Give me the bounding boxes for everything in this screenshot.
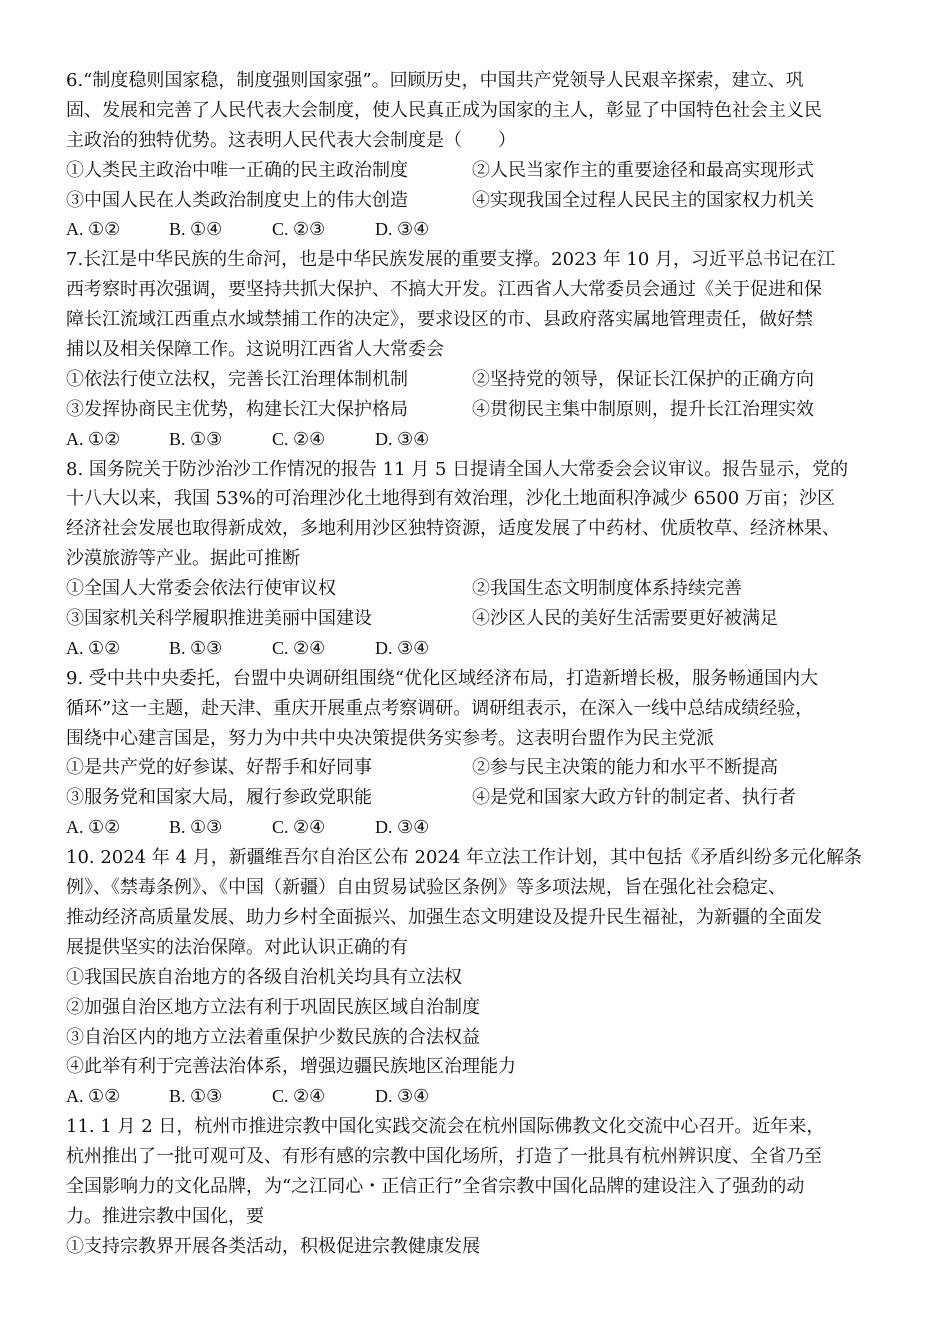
answer-c: C. ②③ — [272, 219, 326, 240]
question-text-line: 杭州推出了一批可观可及、有形有感的宗教中国化场所，打造了一批具有杭州辨识度、全省乃至 — [66, 1146, 822, 1168]
question-6 — [66, 66, 896, 245]
question-text-line: 6.“制度稳则国家稳，制度强则国家强”。回顾历史，中国共产党领导人民艰辛探索，建立、巩 — [66, 70, 804, 91]
answer-c: C. ②④ — [272, 817, 326, 838]
option: ②参与民主决策的能力和水平不断提高 — [472, 757, 778, 779]
question-10 — [66, 843, 896, 1112]
option-row — [66, 753, 896, 783]
option: ②坚持党的领导，保证长江保护的正确方向 — [472, 368, 814, 390]
question-text-line: 捕以及相关保障工作。这说明江西省人大常委会 — [66, 339, 444, 361]
answer-a: A. ①② — [66, 1086, 121, 1107]
question-text-line: 7.长江是中华民族的生命河，也是中华民族发展的重要支撑。2023 年 10 月，习近平总书记在江 — [66, 249, 836, 271]
answer-c: C. ②④ — [272, 637, 326, 658]
option: ①支持宗教界开展各类活动，积极促进宗教健康发展 — [66, 1235, 480, 1257]
option: ②我国生态文明制度体系持续完善 — [472, 578, 742, 600]
question-text-line: 11. 1 月 2 日，杭州市推进宗教中国化实践交流会在杭州国际佛教文化交流中心召开。近年来， — [66, 1116, 825, 1138]
option: ①依法行使立法权，完善长江治理体制机制 — [66, 368, 408, 390]
option-row — [66, 783, 896, 813]
answer-b: B. ①③ — [169, 1086, 223, 1107]
answer-a: A. ①② — [66, 817, 121, 838]
option-row — [66, 604, 896, 634]
option: ④贯彻民主集中制原则，提升长江治理实效 — [472, 398, 814, 420]
question-text-line: 推动经济高质量发展、助力乡村全面振兴、加强生态文明建设及提升民生福祉，为新疆的全面发 — [66, 906, 822, 928]
option: ③中国人民在人类政治制度史上的伟大创造 — [66, 189, 408, 211]
answer-c: C. ②④ — [272, 1086, 326, 1107]
option-row — [66, 365, 896, 395]
answer-a: A. ①② — [66, 219, 121, 240]
option: ③自治区内的地方立法着重保护少数民族的合法权益 — [66, 1026, 480, 1048]
option: ②加强自治区地方立法有利于巩固民族区域自治制度 — [66, 996, 480, 1018]
question-9 — [66, 664, 896, 843]
question-11 — [66, 1112, 896, 1261]
answer-choices — [66, 425, 896, 455]
question-text-line: 8. 国务院关于防沙治沙工作情况的报告 11 月 5 日提请全国人大常委会会议审议。报告显示，党的 — [66, 458, 849, 480]
answer-b: B. ①④ — [169, 219, 223, 240]
answer-d: D. ③④ — [375, 219, 430, 240]
option: ④是党和国家大政方针的制定者、执行者 — [472, 787, 796, 809]
question-text-line: 9. 受中共中央委托，台盟中央调研组围绕“优化区域经济布局，打造新增长极，服务畅通国内大 — [66, 667, 819, 689]
answer-b: B. ①③ — [169, 817, 223, 838]
answer-choices — [66, 634, 896, 664]
option-row — [66, 156, 896, 186]
question-text-line: 10. 2024 年 4 月，新疆维吾尔自治区公布 2024 年立法工作计划，其中包括《矛盾纠纷多元化解条 — [66, 847, 863, 869]
answer-choices — [66, 215, 896, 245]
question-text-line: 主政治的独特优势。这表明人民代表大会制度是（ ） — [66, 129, 516, 151]
question-text-line: 围绕中心建言国是，努力为中共中央决策提供务实参考。这表明台盟作为民主党派 — [66, 727, 714, 749]
answer-b: B. ①③ — [169, 428, 223, 449]
option: ④实现我国全过程人民民主的国家权力机关 — [472, 189, 814, 211]
option: ③发挥协商民主优势，构建长江大保护格局 — [66, 398, 408, 420]
question-text-line: 障长江流域江西重点水域禁捕工作的决定》，要求设区的市、县政府落实属地管理责任，做好禁 — [66, 309, 813, 331]
answer-a: A. ①② — [66, 428, 121, 449]
answer-d: D. ③④ — [375, 817, 430, 838]
answer-d: D. ③④ — [375, 1086, 430, 1107]
answer-b: B. ①③ — [169, 637, 223, 658]
option-row — [66, 186, 896, 216]
option-row — [66, 395, 896, 425]
option: ①全国人大常委会依法行使审议权 — [66, 578, 336, 600]
question-text-line: 沙漠旅游等产业。据此可推断 — [66, 548, 300, 570]
option: ①是共产党的好参谋、好帮手和好同事 — [66, 757, 372, 779]
option: ③服务党和国家大局，履行参政党职能 — [66, 787, 372, 809]
question-text-line: 西考察时再次强调，要坚持共抓大保护、不搞大开发。江西省人大常委员会通过《关于促进和保 — [66, 279, 822, 301]
answer-a: A. ①② — [66, 637, 121, 658]
question-text-line: 固、发展和完善了人民代表大会制度，使人民真正成为国家的主人，彰显了中国特色社会主义民 — [66, 99, 822, 121]
answer-d: D. ③④ — [375, 428, 430, 449]
question-7 — [66, 245, 896, 454]
answer-c: C. ②④ — [272, 428, 326, 449]
question-text-line: 经济社会发展也取得新成效，多地利用沙区独特资源，适度发展了中药材、优质牧草、经济林果、 — [66, 518, 840, 540]
option: ②人民当家作主的重要途径和最高实现形式 — [472, 159, 814, 181]
question-text-line: 十八大以来，我国 53%的可治理沙化土地得到有效治理，沙化土地面积净减少 6500 万亩；沙区 — [66, 488, 835, 510]
answer-choices — [66, 1082, 896, 1112]
question-text-line: 例》、《禁毒条例》、《中国（新疆）自由贸易试验区条例》等多项法规，旨在强化社会稳定、 — [66, 877, 786, 899]
question-text-line: 循环”这一主题，赴天津、重庆开展重点考察调研。调研组表示，在深入一线中总结成绩经验， — [66, 697, 814, 719]
option: ①人类民主政治中唯一正确的民主政治制度 — [66, 159, 408, 181]
option: ④此举有利于完善法治体系，增强边疆民族地区治理能力 — [66, 1056, 516, 1078]
exam-page — [66, 66, 896, 1262]
option: ③国家机关科学履职推进美丽中国建设 — [66, 608, 372, 630]
question-text-line: 力。推进宗教中国化，要 — [66, 1205, 264, 1227]
option: ①我国民族自治地方的各级自治机关均具有立法权 — [66, 966, 462, 988]
option: ④沙区人民的美好生活需要更好被满足 — [472, 608, 778, 630]
answer-choices — [66, 813, 896, 843]
option-row — [66, 574, 896, 604]
question-text-line: 全国影响力的文化品牌，为“之江同心・正信正行”全省宗教中国化品牌的建设注入了强劲的动 — [66, 1175, 805, 1197]
question-8 — [66, 455, 896, 664]
answer-d: D. ③④ — [375, 637, 430, 658]
question-text-line: 展提供坚实的法治保障。对此认识正确的有 — [66, 936, 408, 958]
